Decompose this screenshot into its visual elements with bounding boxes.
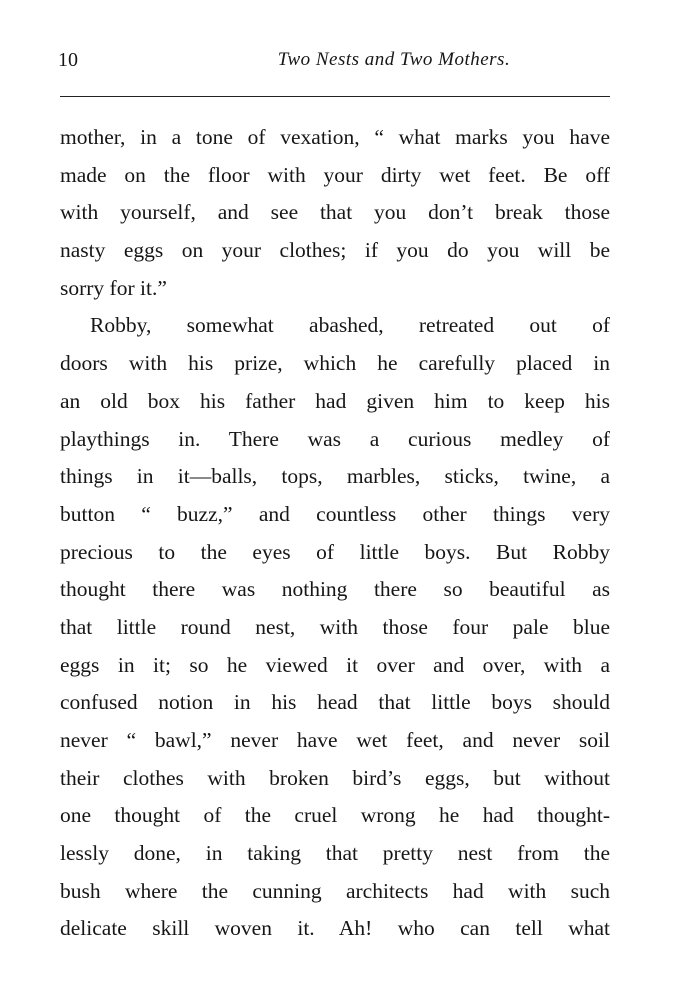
page-number: 10 <box>58 49 78 71</box>
text-line: never “ bawl,” never have wet feet, and never soil <box>60 728 610 752</box>
text-line: an old box his father had given him to keep his <box>60 388 610 413</box>
text-line: confused notion in his head that little boys should <box>60 690 610 715</box>
text-line: playthings in. There was a curious medley of <box>60 426 610 451</box>
page-header <box>58 46 610 74</box>
text-line: mother, in a tone of vexation, “ what marks you have <box>60 125 610 149</box>
text-line: one thought of the cruel wrong he had thought- <box>60 803 610 828</box>
text-line: that little round nest, with those four pale blue <box>60 614 610 639</box>
text-line: nasty eggs on your clothes; if you do you will be <box>60 238 610 263</box>
text-line: lessly done, in taking that pretty nest from the <box>60 841 610 866</box>
text-line: precious to the eyes of little boys. But Robby <box>60 539 610 564</box>
text-line: their clothes with broken bird’s eggs, but without <box>60 765 610 790</box>
body-text <box>60 119 610 948</box>
text-line: thought there was nothing there so beautiful as <box>60 577 610 602</box>
text-line: delicate skill woven it. Ah! who can tell what <box>60 916 610 941</box>
text-line: button “ buzz,” and countless other things very <box>60 501 610 526</box>
text-line: doors with his prize, which he carefully placed in <box>60 351 610 376</box>
paragraph-end-line: sorry for it.” <box>60 275 167 300</box>
paragraph-start-line: Robby, somewhat abashed, retreated out of <box>90 313 610 338</box>
text-line: made on the floor with your dirty wet feet. Be off <box>60 162 610 187</box>
text-line: things in it—balls, tops, marbles, sticks, twine, a <box>60 464 610 489</box>
text-line: with yourself, and see that you don’t break those <box>60 200 610 225</box>
header-rule <box>60 96 610 97</box>
running-head: Two Nests and Two Mothers. <box>277 49 511 70</box>
text-line: eggs in it; so he viewed it over and over, with a <box>60 652 610 677</box>
text-line: bush where the cunning architects had with such <box>60 878 610 903</box>
